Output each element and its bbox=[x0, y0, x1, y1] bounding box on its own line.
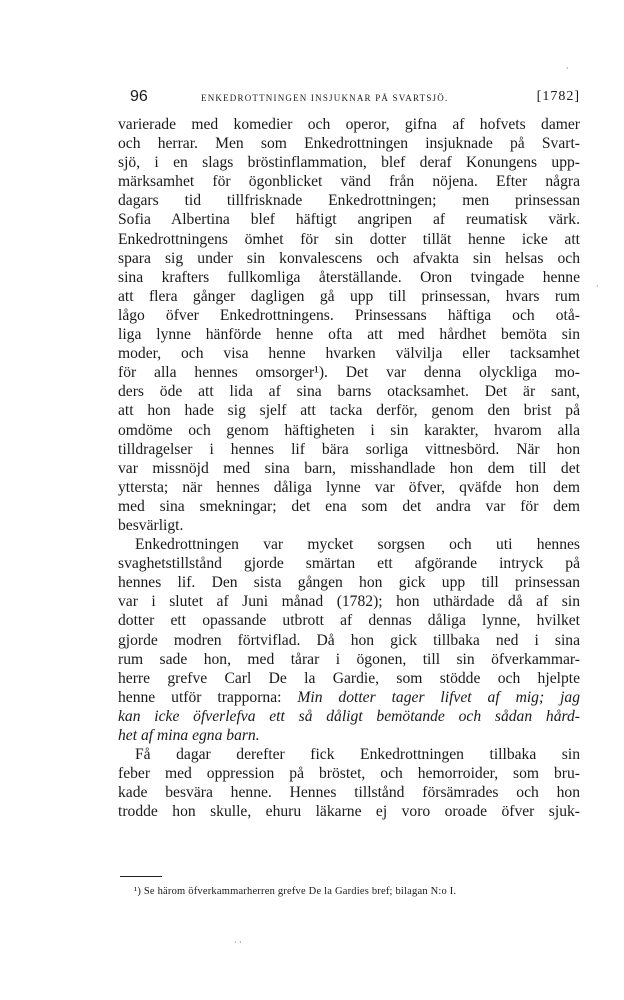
text-line: svaghetstillstånd gjorde smärtan ett afgörande intryck på bbox=[118, 555, 580, 573]
text-line: Sofia Albertina blef häftigt angripen af reumatisk värk. bbox=[118, 211, 580, 229]
text-line: ders öde att lida af sina barns otacksamhet. Det är sant, bbox=[118, 383, 580, 401]
text-line: herre grefve Carl De la Gardie, som stödde och hjelpte bbox=[118, 669, 580, 687]
text-line: hennes lif. Den sista gången hon gick upp till prinsessan bbox=[118, 574, 580, 592]
text-line: Enkedrottningens ömhet för sin dotter tillät henne icke att bbox=[118, 230, 580, 248]
text-line: lågo öfver Enkedrottningens. Prinsessans häftiga och otå- bbox=[118, 306, 580, 324]
text-line: märksamhet för ögonblicket vänd från nöjena. Efter några bbox=[118, 173, 580, 191]
text-line: för alla hennes omsorger¹). Det var denna olyckliga mo- bbox=[118, 364, 580, 382]
text-line: omdöme och genom häftigheten i sin karakter, hvarom alla bbox=[118, 421, 580, 439]
page bbox=[118, 88, 580, 821]
text-line-with-quote: henne utför trapporna: Min dotter tager lifvet af mig; jag bbox=[118, 688, 580, 706]
text-line: att hon hade sig sjelf att tacka derför, genom den brist på bbox=[118, 402, 580, 420]
paragraph-end-line: besvärligt. bbox=[118, 516, 184, 534]
text-line: var missnöjd med sina barn, misshandlade hon dem till det bbox=[118, 459, 580, 477]
page-header bbox=[118, 88, 580, 112]
text-line: spara sig under sin konvalescens och afvakta sin helsas och bbox=[118, 249, 580, 267]
text-line: med sina smekningar; det ena som det andra var för dem bbox=[118, 497, 580, 515]
paragraph-start-line: Enkedrottningen var mycket sorgsen och uti hennes bbox=[135, 536, 580, 554]
paper-speck: · bbox=[566, 64, 569, 73]
text-line: varierade med komedier och operor, gifna af hofvets damer bbox=[118, 116, 580, 133]
running-title: ENKEDROTTNINGEN INSJUKNAR PÅ SVARTSJÖ. bbox=[201, 93, 449, 103]
text-line: dotter ett opassande utbrott af dennas dåliga lynne, hvilket bbox=[118, 612, 580, 630]
text-line: feber med oppression på bröstet, och hemorroider, som bru- bbox=[118, 765, 580, 783]
text-line: trodde hon skulle, ehuru läkarne ej voro oroade öfver sjuk- bbox=[118, 803, 580, 821]
text-line: att flera gånger dagligen gå upp till prinsessan, hvars rum bbox=[118, 287, 580, 305]
text-line: yttersta; när hennes dåliga lynne var öfver, qväfde hon dem bbox=[118, 478, 580, 496]
quote-end-line: het af mina egna barn. bbox=[118, 727, 260, 744]
paper-speck: · bbox=[596, 282, 599, 291]
text-line: liga lynne hänförde henne ofta att med hårdhet bemöta sin bbox=[118, 326, 580, 344]
paragraph-start-line: Få dagar derefter fick Enkedrottningen tillbaka sin bbox=[135, 746, 580, 764]
text-line: och herrar. Men som Enkedrottningen insjuknade på Svart- bbox=[118, 135, 580, 153]
footnote: ¹) Se härom öfverkammarherren grefve De la Gardies bref; bilagan N:o I. bbox=[134, 886, 457, 897]
page-number: 96 bbox=[130, 88, 148, 105]
paper-speck: · · bbox=[234, 938, 242, 947]
quote-line: kan icke öfverlefva ett så dåligt bemötande och sådan hård- bbox=[118, 707, 580, 725]
text-line: sina krafters fullkomliga återställande. Oron tvingade henne bbox=[118, 268, 580, 286]
text-line: moder, och visa henne hvarken välvilja eller tacksamhet bbox=[118, 345, 580, 363]
footnote-rule bbox=[120, 876, 162, 877]
text-line: tilldragelser i hennes lif bära sorliga vittnesbörd. När hon bbox=[118, 440, 580, 458]
text-line: kade besvära henne. Hennes tillstånd försämrades och hon bbox=[118, 784, 580, 802]
text-line: dagars tid tillfrisknade Enkedrottningen; men prinsessan bbox=[118, 192, 580, 210]
text-line: sjö, i en slags bröstinflammation, blef deraf Konungens upp- bbox=[118, 154, 580, 172]
header-year: [1782] bbox=[536, 89, 580, 104]
body-text bbox=[118, 115, 580, 821]
text-line: var i slutet af Juni månad (1782); hon uthärdade då af sin bbox=[118, 593, 580, 611]
text-line: gjorde modren förtviflad. Då hon gick tillbaka ned i sina bbox=[118, 631, 580, 649]
quote-text: Min dotter tager lifvet af mig; jag bbox=[297, 688, 580, 706]
text-line: rum sade hon, med tårar i ögonen, till sin öfverkammar- bbox=[118, 650, 580, 668]
